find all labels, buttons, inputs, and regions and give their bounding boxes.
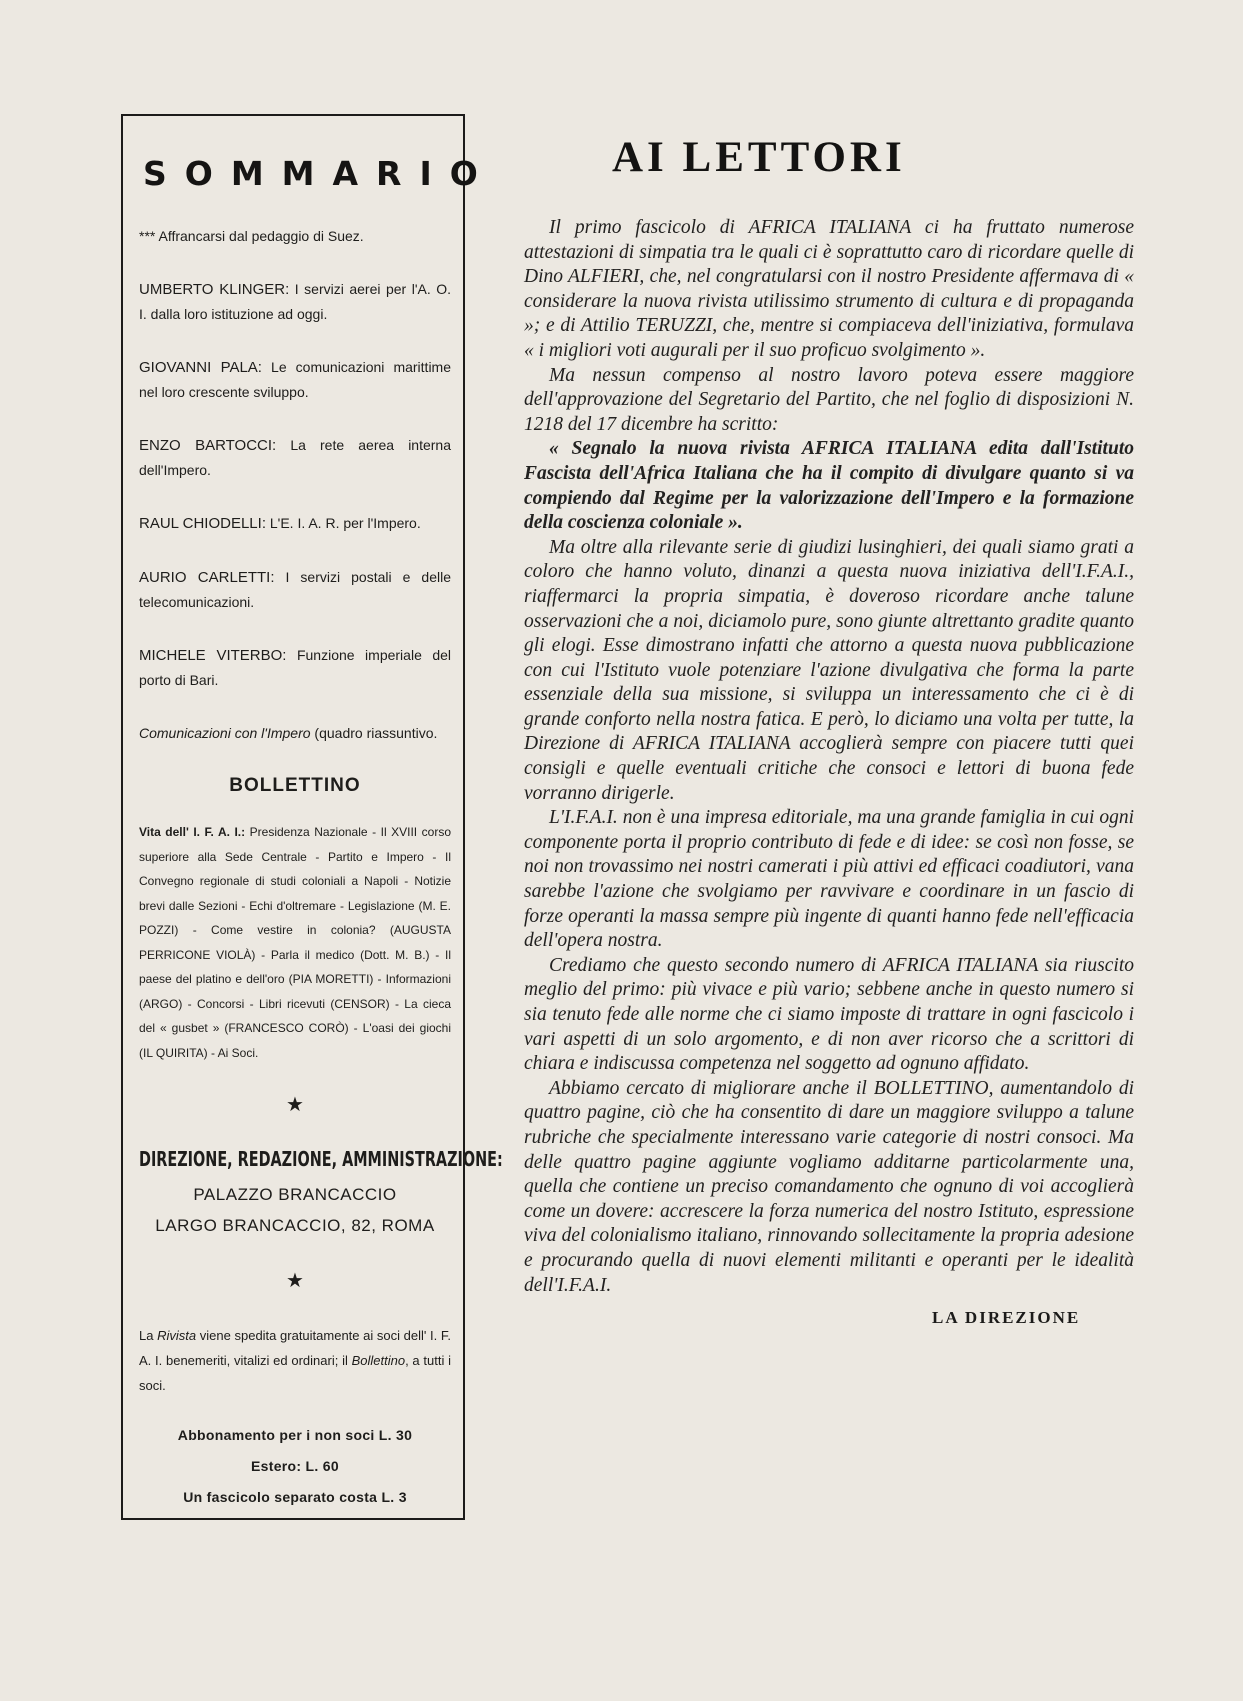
article-paragraph: Ma nessun compenso al nostro lavoro poteva essere maggiore dell'approvazione del Segretario del Partito, che nel foglio di disposizioni N. 1218 del 17 dicembre ha scritto: — [524, 364, 1134, 435]
entry-title: I servizi postali e delle telecomunicazioni. — [139, 569, 451, 610]
sommario-entry — [139, 224, 451, 248]
entry-title: La rete aerea interna dell'Impero. — [139, 437, 452, 478]
star-icon: ★ — [286, 1094, 304, 1116]
subscription-line: Un fascicolo separato costa L. 3 — [183, 1489, 407, 1505]
direzione-heading: DIREZIONE, REDAZIONE, AMMINISTRAZIONE: — [139, 1147, 503, 1171]
sommario-contents — [139, 224, 503, 1513]
star-icon: ★ — [286, 1270, 304, 1292]
address-line: LARGO BRANCACCIO, 82, ROMA — [155, 1216, 435, 1235]
sommario-entry — [139, 277, 451, 326]
entry-title: L'E. I. A. R. per l'Impero. — [269, 515, 421, 531]
entry-author: AURIO CARLETTI: — [139, 569, 275, 586]
note-text: , a tutti i soci. — [139, 1353, 451, 1393]
entry-author: GIOVANNI PALA: — [139, 359, 262, 376]
entry-author: ENZO BARTOCCI: — [139, 437, 277, 454]
subscription-info — [139, 1420, 451, 1513]
entry-title: Affrancarsi dal pedaggio di Suez. — [158, 228, 364, 244]
bollettino-text — [139, 820, 451, 1065]
article-paragraph: Abbiamo cercato di migliorare anche il BOLLETTINO, aumentandolo di quattro pagine, ciò che ha consentito di dare un maggiore sviluppo a talune rubriche che specialmente interessano varie categorie di nostri consoci. Ma delle quattro pagine aggiunte vogliamo additarne particolarmente una, quella che contiene un preciso comandamento che ognuno di voi accoglierà come un dovere: accrescere la forza numerica del nostro Istituto, espressione viva del colonialismo italiano, rinnovando sollecitamente la propria adesione e procurando quella di nuovi elementi militanti e operanti per le idealità dell'I.F.A.I. — [524, 1077, 1134, 1296]
bottom-rule — [121, 1518, 465, 1520]
entry-title-italic: Comunicazioni con l'Impero — [139, 725, 311, 741]
sommario-entry — [139, 355, 451, 404]
article-paragraph: Ma oltre alla rilevante serie di giudizi lusinghieri, dei quali siamo grati a coloro che hanno voluto, dinanzi a questa nuova iniziativa dell'I.F.A.I., riaffermarci la propria simpatia, è doveroso ricordare anche talune osservazioni che a noi, diciamolo pure, sono giunte altrettanto gradite quanto gli elogi. Esse dimostrano infatti che attorno a questa nuova pubblicazione con cui l'Istituto vuole potenziare l'azione divulgativa che forma la parte essenziale della sua missione, si sviluppa un interessamento che ci è di grande conforto nella nostra fatica. E però, lo diciamo una volta per tutte, la Direzione di AFRICA ITALIANA accoglierà sempre con piacere tutti quei consigli e quelle eventuali critiche che consoci e lettori di buona fede vorranno dirigerle. — [524, 536, 1134, 804]
note-text: La — [139, 1328, 154, 1343]
subscription-line: Estero: L. 60 — [251, 1458, 339, 1474]
article-quote: « Segnalo la nuova rivista AFRICA ITALIANA edita dall'Istituto Fascista dell'Africa Italiana che ha il compito di divulgare quanto si va compiendo dal Regime per la valorizzazione dell'Impero e la formazione della coscienza coloniale ». — [524, 438, 1134, 534]
entry-title: Le comunicazioni marittime nel loro crescente sviluppo. — [139, 359, 452, 400]
note-rivista: Rivista — [157, 1328, 197, 1343]
distribution-note — [139, 1323, 451, 1398]
sommario-entry — [139, 433, 451, 482]
article-paragraph: Il primo fascicolo di AFRICA ITALIANA ci ha fruttato numerose attestazioni di simpatia tra le quali ci è soprattutto caro di ricordare quelle di Dino ALFIERI, che, nel congratularsi con il nostro Presidente affermava di « considerare la nuova rivista utilissimo strumento di cultura e di propaganda »; e di Attilio TERUZZI, che, mentre si compiaceva dell'iniziativa, formulava « i migliori voti augurali per il suo proficuo svolgimento ». — [524, 217, 1134, 361]
bollettino-items: Presidenza Nazionale - Il XVIII corso superiore alla Sede Centrale - Partito e Impero - Il Convegno regionale di studi coloniali a Napoli - Notizie brevi dalle Sezioni - Echi d'oltremare - Legislazione (M. E. POZZI) - Come vestire in colonia? (AUGUSTA PERRICONE VIOLÀ) - Parla il medico (Dott. M. B.) - Il paese del platino e dell'oro (PIA MORETTI) - Informazioni (ARGO) - Concorsi - Libri ricevuti (CENSOR) - La cieca del « gusbet » (FRANCESCO CORÒ) - L'oasi dei giochi (IL QUIRITA) - Ai Soci. — [139, 825, 451, 1060]
top-rule — [121, 114, 465, 116]
article-paragraph: Crediamo che questo secondo numero di AFRICA ITALIANA sia riuscito meglio del primo: più vivace e più vario; sebbene anche in questo numero si sia tenuto fede alle norme che ci siamo imposte di trattare in ogni fascicolo i vari aspetti di un solo argomento, e di non aver ricorso che a scrittori di chiara e indiscussa competenza nel soggetto ad ognuno affidato. — [524, 954, 1134, 1075]
note-text: viene spedita gratuitamente ai soci dell' I. F. A. I. benemeriti, vitalizi ed ordinari; il — [139, 1328, 451, 1368]
sommario-entry — [139, 721, 451, 745]
entry-author: RAUL CHIODELLI: — [139, 515, 266, 532]
entry-author: UMBERTO KLINGER: — [139, 281, 290, 298]
article-paragraph: L'I.F.A.I. non è una impresa editoriale, ma una grande famiglia in cui ogni componente porta il proprio contributo di fede e di idee: se così non fosse, se noi non trovassimo nei nostri camerati i più attivi ed efficaci coadiutori, vana sarebbe l'azione che svolgiamo per ravvivare e coordinare in un fascio di forze operanti la massa sempre più ingente di quanti hanno fede nell'efficacia dell'opera nostra. — [524, 807, 1134, 952]
article-body — [524, 216, 1134, 1298]
article-signature: LA DIREZIONE — [932, 1308, 1081, 1327]
entry-author: MICHELE VITERBO: — [139, 647, 287, 664]
entry-title-rest: (quadro riassuntivo. — [314, 725, 438, 741]
entry-title: I servizi aerei per l'A. O. I. dalla loro istituzione ad oggi. — [139, 281, 452, 322]
sommario-box — [121, 114, 503, 1520]
subscription-line: Abbonamento per i non soci L. 30 — [177, 1427, 413, 1443]
address-line: PALAZZO BRANCACCIO — [193, 1185, 397, 1204]
bollettino-heading: BOLLETTINO — [229, 775, 361, 796]
entry-author: *** — [139, 228, 156, 244]
sommario-entry — [139, 643, 451, 692]
sommario-entry — [139, 565, 451, 614]
sommario-title: SOMMARIO — [143, 154, 496, 193]
sommario-entry — [139, 511, 451, 536]
note-bollettino: Bollettino — [351, 1353, 406, 1368]
bollettino-lead: Vita dell' I. F. A. I.: — [139, 825, 246, 839]
article-title: AI LETTORI — [612, 134, 906, 181]
entry-title: Funzione imperiale del porto di Bari. — [139, 647, 452, 688]
